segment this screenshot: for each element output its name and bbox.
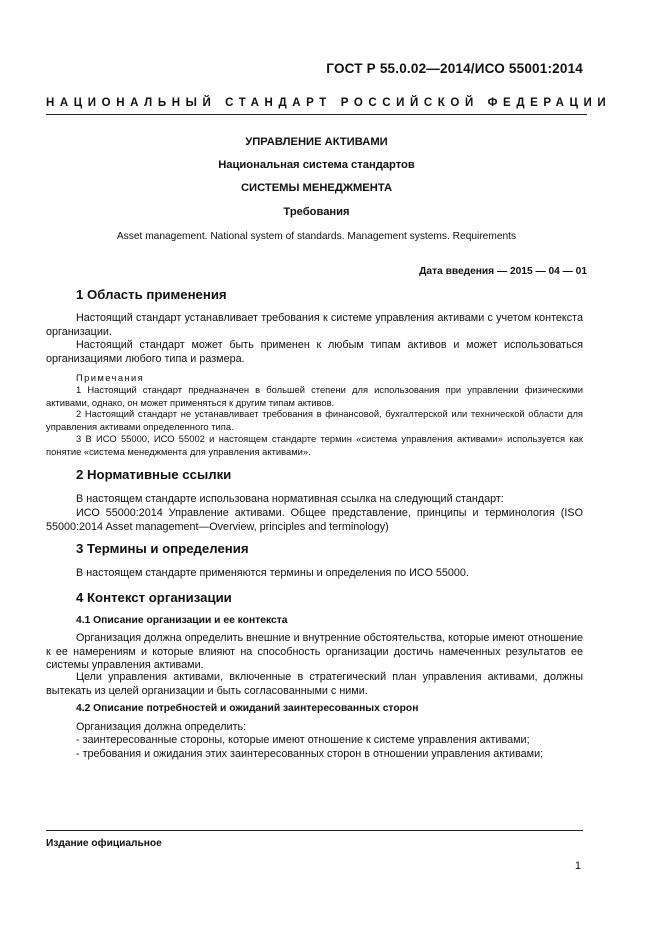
- note-1: 1 Настоящий стандарт предназначен в большей степени для использования при управлении физическими активами, однако, он может применяться к другим типам активов.: [46, 384, 583, 408]
- title-line-4: Требования: [283, 206, 350, 218]
- list-item: - заинтересованные стороны, которые имеют отношение к системе управления активами;: [76, 734, 530, 746]
- section-2-heading: 2 Нормативные ссылки: [76, 467, 232, 482]
- document-code: ГОСТ Р 55.0.02—2014/ИСО 55001:2014: [326, 61, 583, 76]
- section-3-paragraph-1: В настоящем стандарте применяются термины и определения по ИСО 55000.: [76, 567, 469, 579]
- subsection-4-1-paragraph-1: Организация должна определить внешние и внутренние обстоятельства, которые имеют отношение к ее намерениям и которые влияют на способность организации достичь намеченных результатов ее системы управления активами.: [46, 632, 583, 672]
- introduction-date: Дата введения — 2015 — 04 — 01: [419, 266, 587, 277]
- footer-rule: [46, 830, 583, 831]
- national-standard-banner: НАЦИОНАЛЬНЫЙ СТАНДАРТ РОССИЙСКОЙ ФЕДЕРАЦИИ: [46, 97, 612, 109]
- section-2-paragraph-2: ИСО 55000:2014 Управление активами. Общее представление, принципы и терминология (ISO 55000:2014 Asset management—Overview, principles and terminology): [46, 507, 583, 533]
- section-1-paragraph-2: Настоящий стандарт может быть применен к любым типам активов и может использоваться организациями любого типа и размера.: [46, 339, 583, 365]
- title-line-2: Национальная система стандартов: [218, 159, 415, 171]
- official-edition-label: Издание официальное: [46, 838, 162, 849]
- subsection-4-1-paragraph-2: Цели управления активами, включенные в стратегический план управления активами, должны вытекать из целей организации и быть согласованными с ними.: [46, 671, 583, 697]
- title-line-1: УПРАВЛЕНИЕ АКТИВАМИ: [245, 136, 388, 148]
- section-1-paragraph-1: Настоящий стандарт устанавливает требования к системе управления активами с учетом контекста организации.: [46, 312, 583, 338]
- subsection-4-2-paragraph-1: Организация должна определить:: [76, 721, 247, 733]
- english-title: Asset management. National system of standards. Management systems. Requirements: [116, 231, 517, 242]
- section-3-heading: 3 Термины и определения: [76, 541, 249, 556]
- list-item: - требования и ожидания этих заинтересованных сторон в отношении управления активами;: [76, 748, 544, 760]
- section-1-heading: 1 Область применения: [76, 287, 227, 302]
- section-2-paragraph-1: В настоящем стандарте использована нормативная ссылка на следующий стандарт:: [76, 493, 504, 505]
- subsection-4-1-heading: 4.1 Описание организации и ее контекста: [76, 615, 288, 626]
- header-rule: [46, 114, 587, 115]
- subsection-4-2-heading: 4.2 Описание потребностей и ожиданий заинтересованных сторон: [76, 703, 419, 714]
- section-4-heading: 4 Контекст организации: [76, 590, 232, 605]
- note-2: 2 Настоящий стандарт не устанавливает требования в финансовой, бухгалтерской или технической области для управления активами определенного типа.: [46, 408, 583, 432]
- title-line-3: СИСТЕМЫ МЕНЕДЖМЕНТА: [240, 182, 393, 194]
- notes-title: Примечания: [76, 372, 145, 383]
- note-3: 3 В ИСО 55000, ИСО 55002 и настоящем стандарте термин «система управления активами» используется как понятие «система менеджмента для управления активами».: [46, 433, 583, 457]
- page-number: 1: [574, 860, 581, 872]
